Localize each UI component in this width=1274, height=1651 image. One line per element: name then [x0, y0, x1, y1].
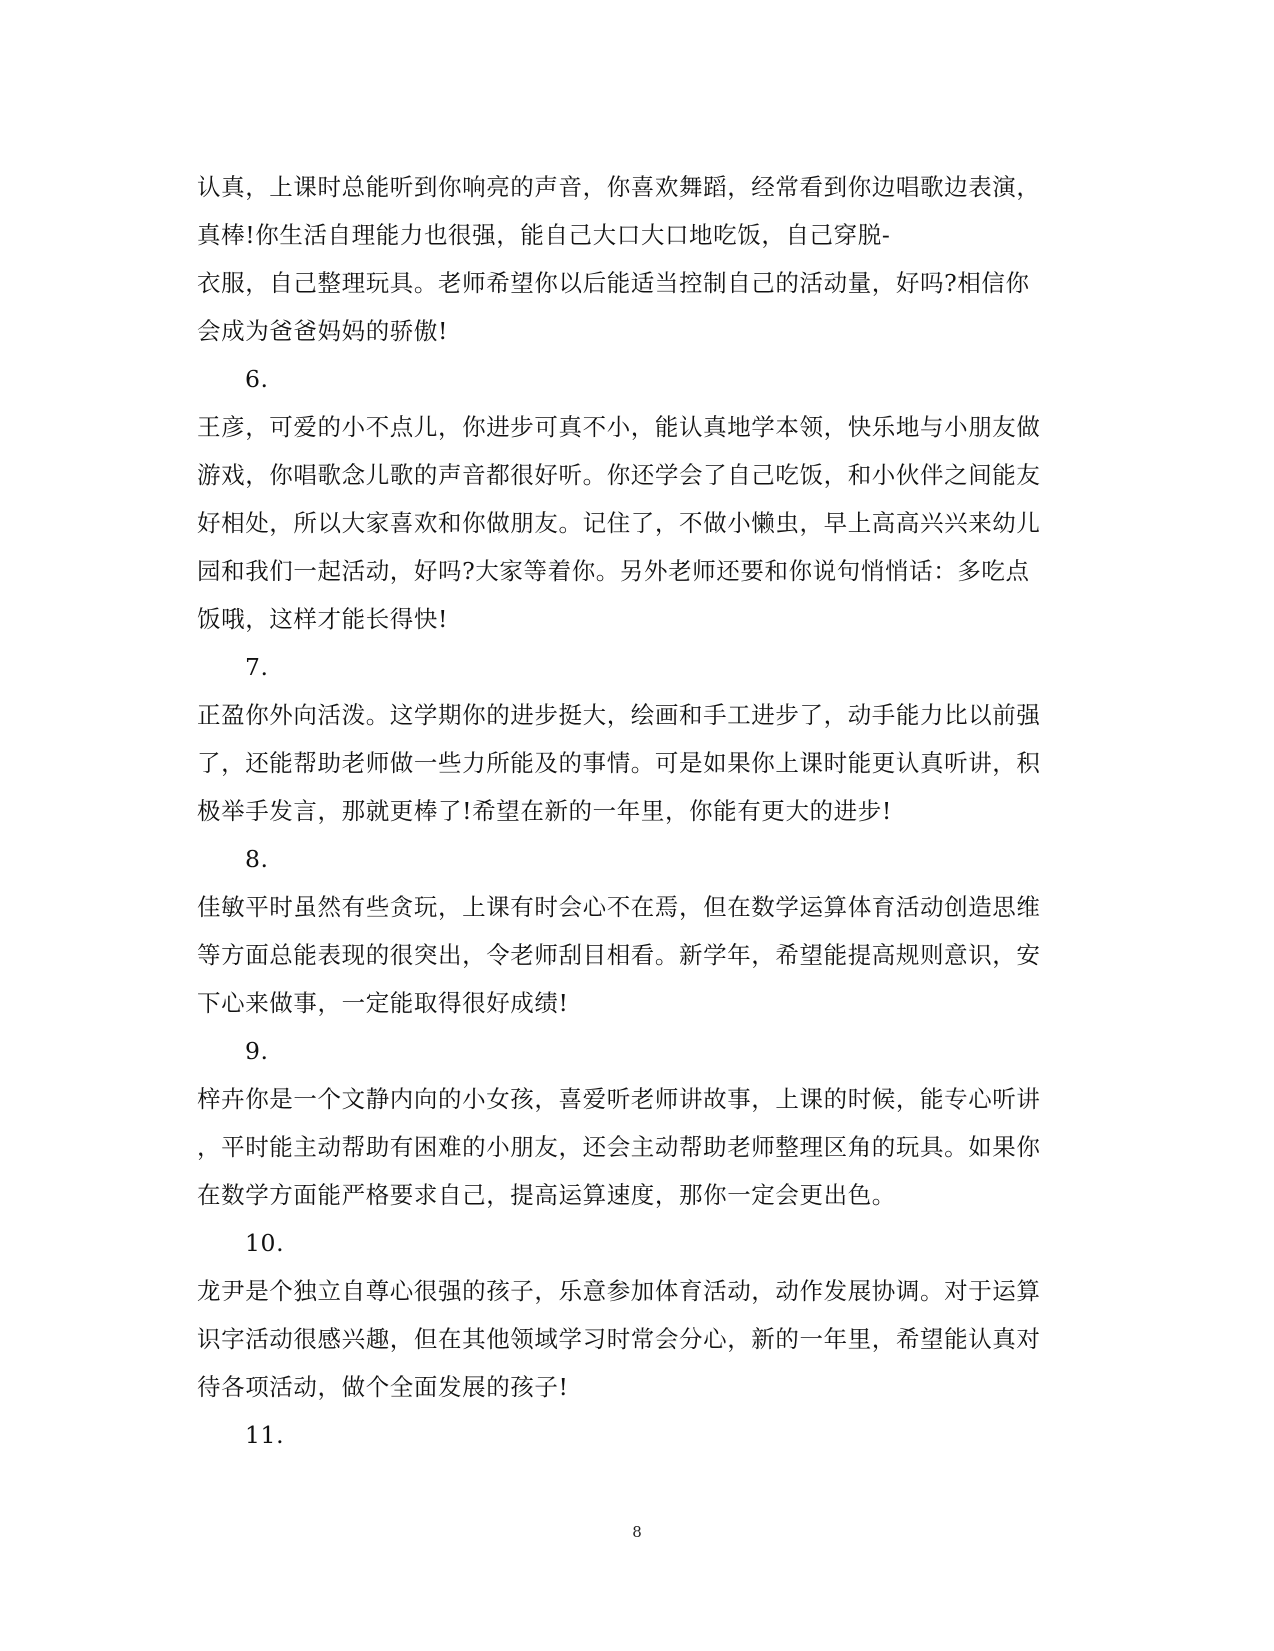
item-number: 8. [245, 845, 269, 873]
item-number: 6. [245, 365, 269, 393]
body-line: 饭哦，这样才能长得快! [197, 605, 449, 633]
item-number: 11. [245, 1421, 285, 1449]
document-body [197, 163, 1077, 1459]
item-number: 10. [245, 1229, 285, 1257]
item-number: 7. [245, 653, 269, 681]
body-line: 园和我们一起活动，好吗?大家等着你。另外老师还要和你说句悄悄话：多吃点 [197, 557, 1030, 585]
body-line: ，平时能主动帮助有困难的小朋友，还会主动帮助老师整理区角的玩具。如果你 [197, 1133, 1041, 1161]
body-line: 梓卉你是一个文静内向的小女孩，喜爱听老师讲故事，上课的时候，能专心听讲 [197, 1085, 1041, 1113]
body-line: 游戏，你唱歌念儿歌的声音都很好听。你还学会了自己吃饭，和小伙伴之间能友 [197, 461, 1041, 489]
body-line: 了，还能帮助老师做一些力所能及的事情。可是如果你上课时能更认真听讲，积 [197, 749, 1041, 777]
body-line: 佳敏平时虽然有些贪玩，上课有时会心不在焉，但在数学运算体育活动创造思维 [197, 893, 1041, 921]
body-line: 在数学方面能严格要求自己，提高运算速度，那你一定会更出色。 [197, 1181, 896, 1209]
body-line: 下心来做事，一定能取得很好成绩! [197, 989, 569, 1017]
page-number: 8 [632, 1523, 642, 1541]
body-line: 待各项活动，做个全面发展的孩子! [197, 1373, 569, 1401]
body-line: 好相处，所以大家喜欢和你做朋友。记住了，不做小懒虫，早上高高兴兴来幼儿 [197, 509, 1041, 537]
body-line: 龙尹是个独立自尊心很强的孩子，乐意参加体育活动，动作发展协调。对于运算 [197, 1277, 1041, 1305]
body-line: 会成为爸爸妈妈的骄傲! [197, 317, 449, 345]
body-line: 王彦，可爱的小不点儿，你进步可真不小，能认真地学本领，快乐地与小朋友做 [197, 413, 1041, 441]
item-number: 9. [245, 1037, 269, 1065]
body-line: 真棒!你生活自理能力也很强，能自己大口大口地吃饭，自己穿脱- [197, 221, 891, 249]
body-line: 认真，上课时总能听到你响亮的声音，你喜欢舞蹈，经常看到你边唱歌边表演， [197, 173, 1041, 201]
body-line: 正盈你外向活泼。这学期你的进步挺大，绘画和手工进步了，动手能力比以前强 [197, 701, 1041, 729]
body-line: 等方面总能表现的很突出，令老师刮目相看。新学年，希望能提高规则意识，安 [197, 941, 1041, 969]
body-line: 极举手发言，那就更棒了!希望在新的一年里，你能有更大的进步! [197, 797, 892, 825]
body-line: 衣服，自己整理玩具。老师希望你以后能适当控制自己的活动量，好吗?相信你 [197, 269, 1030, 297]
body-line: 识字活动很感兴趣，但在其他领域学习时常会分心，新的一年里，希望能认真对 [197, 1325, 1041, 1353]
